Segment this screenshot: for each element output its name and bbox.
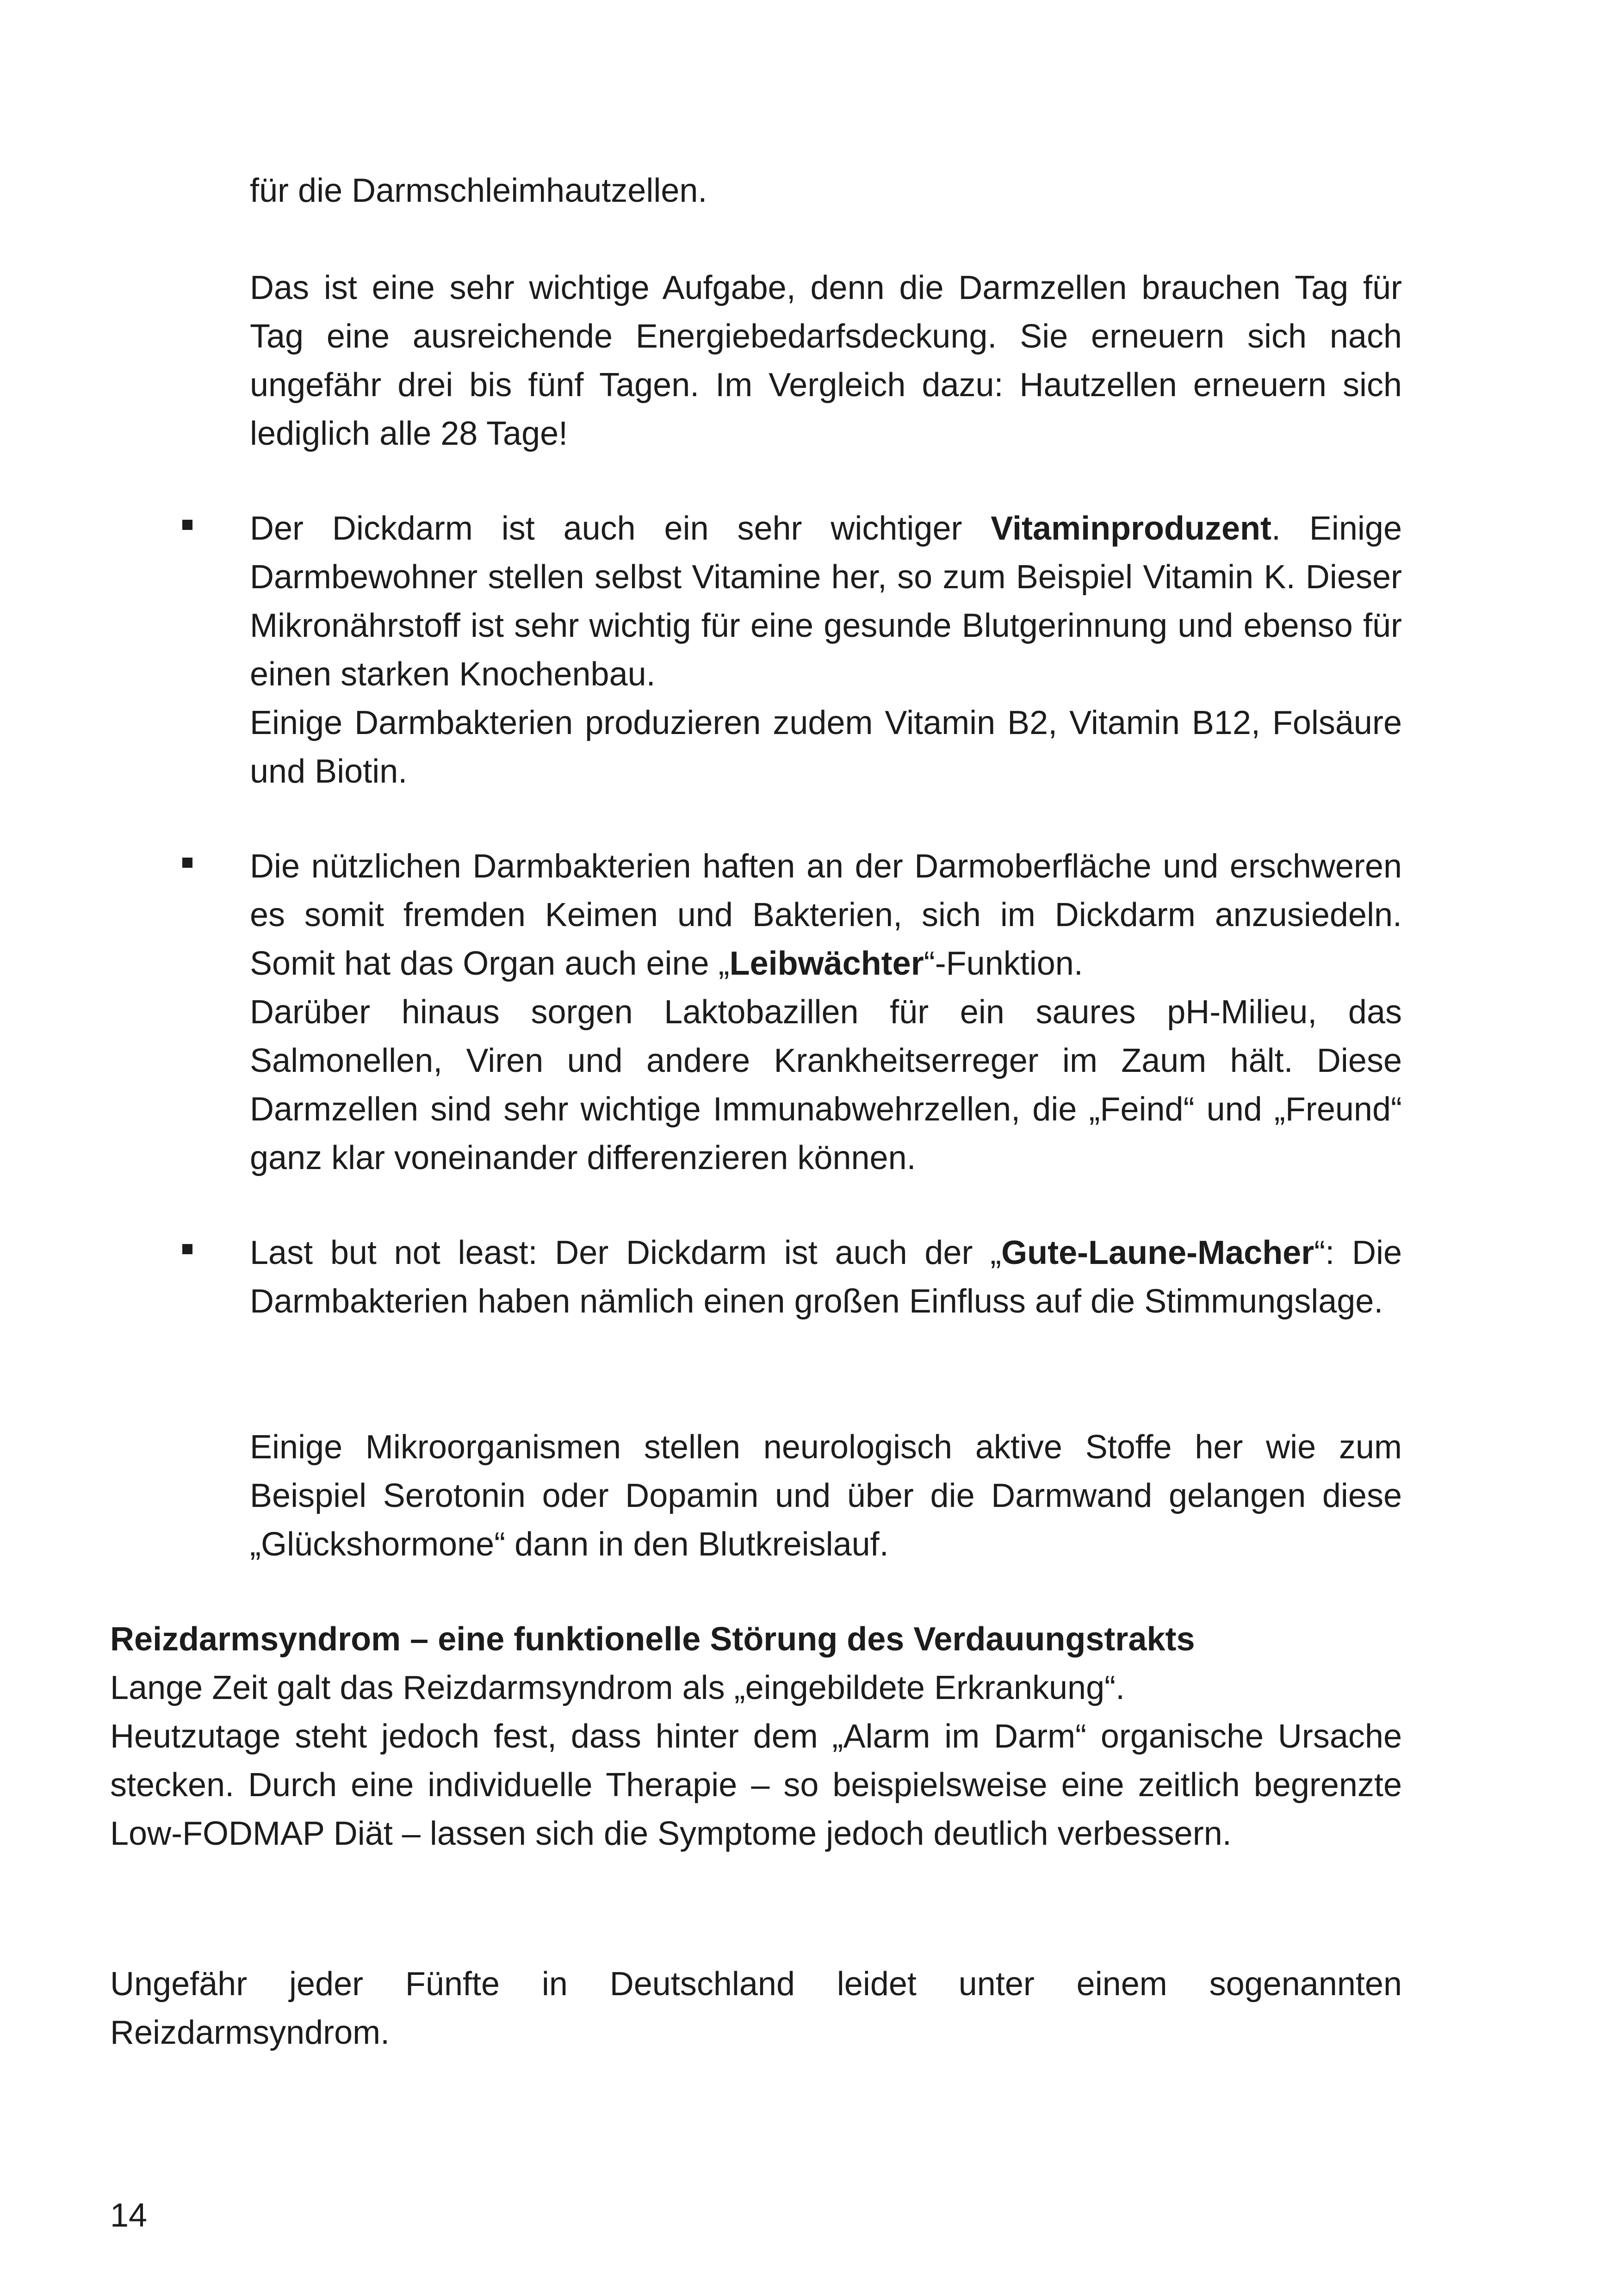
bullet-1-extra: Einige Darmbakterien produzieren zudem Vitamin B2, Vitamin B12, Folsäure und Biotin.	[250, 704, 1402, 790]
bullet-1-bold-term: Vitaminproduzent	[991, 510, 1271, 547]
intro-paragraph: Das ist eine sehr wichtige Aufgabe, denn die Darmzellen brauchen Tag für Tag eine ausreichende Energiebedarfsdeckung. Sie erneuern sich nach ungefähr drei bis fünf Tagen. Im Vergleich dazu: Hautzellen erneuern sich lediglich alle 28 Tage!	[250, 269, 1402, 452]
bullet-3-bold-term: Gute-Laune-Macher	[1001, 1234, 1314, 1271]
bullet-3-extra: Einige Mikroorganismen stellen neurologisch aktive Stoffe her wie zum Beispiel Serotonin oder Dopamin und über die Darmwand gelangen diese „Glückshormone“ dann in den Blutkreislauf.	[250, 1429, 1402, 1563]
bullet-2-text: Die nützlichen Darmbakterien haften an der Darmoberfläche und erschweren es somit fremden Keimen und Bakterien, sich im Dickdarm anzusiedeln. Somit hat das Organ auch eine „Leibwächter“-Funktion.	[250, 848, 1402, 982]
section-paragraph-1: Heutzutage steht jedoch fest, dass hinter dem „Alarm im Darm“ organische Ursache stecken. Durch eine individuelle Therapie – so beispielsweise eine zeitlich begrenzte Low-FODMAP Diät – lassen sich die Symptome jedoch deutlich verbessern.	[110, 1718, 1402, 1852]
page-number: 14	[110, 2197, 148, 2234]
bullet-marker	[182, 520, 192, 530]
bullet-1-text: Der Dickdarm ist auch ein sehr wichtiger Vitaminproduzent. Einige Darmbewohner stellen selbst Vitamine her, so zum Beispiel Vitamin K. Dieser Mikronährstoff ist sehr wichtig für eine gesunde Blutgerinnung und ebenso für einen starken Knochenbau.	[250, 510, 1402, 693]
bullet-2-extra: Darüber hinaus sorgen Laktobazillen für ein saures pH-Milieu, das Salmonellen, Viren und andere Krankheitserreger im Zaum hält. Diese Darmzellen sind sehr wichtige Immunabwehrzellen, die „Feind“ und „Freund“ ganz klar voneinander differenzieren können.	[250, 994, 1402, 1176]
bullet-3-text: Last but not least: Der Dickdarm ist auch der „Gute-Laune-Macher“: Die Darmbakterien haben nämlich einen großen Einfluss auf die Stimmungslage.	[250, 1234, 1402, 1320]
section-paragraph-2: Ungefähr jeder Fünfte in Deutschland leidet unter einem sogenannten Reizdarmsyndrom.	[110, 1966, 1402, 2051]
bullet-marker	[182, 1244, 192, 1254]
bullet-marker	[182, 858, 192, 868]
section-line-1: Lange Zeit galt das Reizdarmsyndrom als „eingebildete Erkrankung“.	[110, 1669, 1125, 1706]
bullet-2-bold-term: Leibwächter	[729, 945, 924, 982]
intro-line: für die Darmschleimhautzellen.	[250, 172, 707, 209]
section-heading: Reizdarmsyndrom – eine funktionelle Störung des Verdauungstrakts	[110, 1621, 1195, 1658]
